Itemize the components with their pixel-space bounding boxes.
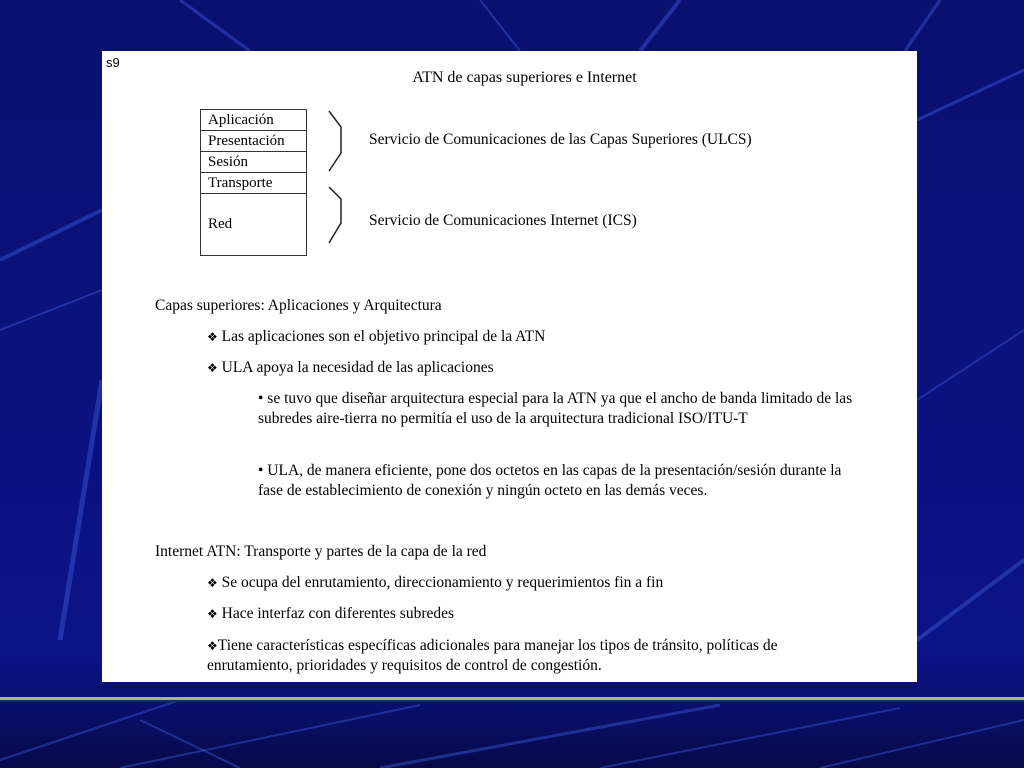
diamond-bullet-icon: ❖ <box>207 361 218 375</box>
section1-bullet: ❖ Las aplicaciones son el objetivo principal de la ATN <box>207 328 546 345</box>
section2-bullet: ❖ Hace interfaz con diferentes subredes <box>207 605 455 622</box>
layer-network: Red <box>201 194 306 256</box>
diamond-bullet-icon: ❖ <box>207 607 218 621</box>
layer-application: Aplicación <box>201 110 306 131</box>
diamond-bullet-icon: ❖ <box>207 330 218 344</box>
slide-title: ATN de capas superiores e Internet <box>412 69 637 86</box>
layer-session: Sesión <box>201 152 306 173</box>
section1-heading: Capas superiores: Aplicaciones y Arquitectura <box>155 297 442 314</box>
section2-heading: Internet ATN: Transporte y partes de la capa de la red <box>155 543 487 560</box>
osi-layer-stack <box>200 109 307 256</box>
slide-id: s9 <box>106 55 120 70</box>
section1-bullet: ❖ ULA apoya la necesidad de las aplicaciones <box>207 359 494 376</box>
slide-content <box>102 51 917 682</box>
brace-upper-icon <box>327 109 347 173</box>
section2-bullet: ❖Tiene características específicas adicionales para manejar los tipos de tránsito, políticas de enrutamiento, prioridades y requisitos de control de congestión. <box>207 637 778 674</box>
section1-sub-bullet: • se tuvo que diseñar arquitectura especial para la ATN ya que el ancho de banda limitado de las subredes aire-tierra no permitía el uso de la arquitectura tradicional ISO/ITU-T <box>258 390 853 427</box>
section1-sub-bullet: • ULA, de manera eficiente, pone dos octetos en las capas de la presentación/sesión durante la fase de establecimiento de conexión y ningún octeto en las demás veces. <box>258 462 842 499</box>
section2-bullet: ❖ Se ocupa del enrutamiento, direccionamiento y requerimientos fin a fin <box>207 574 664 591</box>
diamond-bullet-icon: ❖ <box>207 576 218 590</box>
layer-transport: Transporte <box>201 173 306 194</box>
layer-presentation: Presentación <box>201 131 306 152</box>
service-ics: Servicio de Comunicaciones Internet (ICS) <box>369 212 637 229</box>
brace-internet-icon <box>327 185 347 245</box>
diamond-bullet-icon: ❖ <box>207 639 218 653</box>
service-ulcs: Servicio de Comunicaciones de las Capas Superiores (ULCS) <box>369 131 752 148</box>
